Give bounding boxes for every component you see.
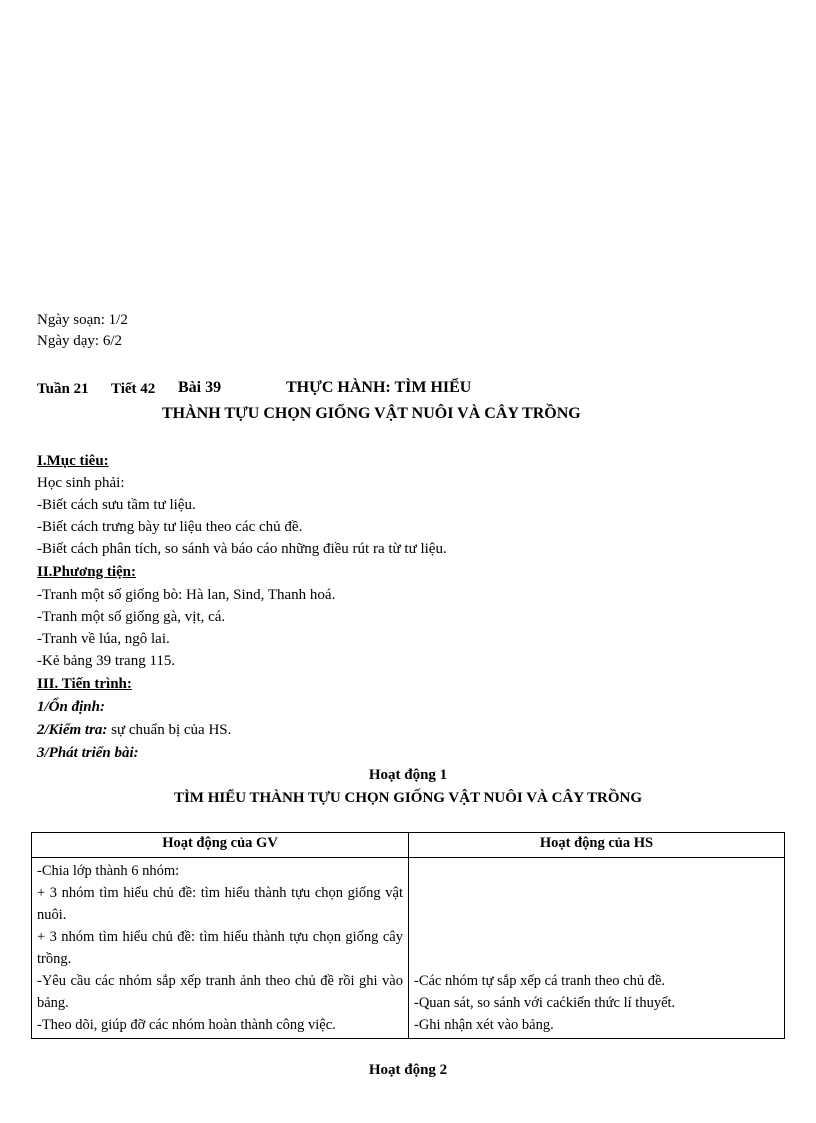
lesson-title-line1: THỰC HÀNH: TÌM HIỂU bbox=[286, 379, 472, 396]
objectives-heading-text: I.Mục tiêu: bbox=[37, 453, 109, 469]
objectives-intro: Học sinh phải: bbox=[37, 475, 125, 491]
period-label: Tiết 42 bbox=[111, 381, 156, 397]
objectives-heading bbox=[37, 453, 109, 470]
gv-line: -Chia lớp thành 6 nhóm: bbox=[37, 863, 180, 879]
hs-line: -Quan sát, so sánh với caćkiến thức lí thuyết. bbox=[414, 995, 676, 1011]
material-item-1: -Tranh một số giống bò: Hà lan, Sind, Thanh hoá. bbox=[37, 587, 336, 603]
table-header-row bbox=[32, 833, 785, 858]
table-row bbox=[32, 858, 785, 1039]
hs-line: -Các nhóm tự sắp xếp cá tranh theo chủ đề. bbox=[414, 973, 666, 989]
gv-line: + 3 nhóm tìm hiểu chủ đề: tìm hiểu thành tựu chọn giống vật nuôi. bbox=[37, 885, 403, 923]
procedure-step-2-text: sự chuẩn bị của HS. bbox=[107, 722, 232, 738]
hs-cell bbox=[409, 858, 785, 1039]
teach-date: Ngày dạy: 6/2 bbox=[37, 333, 122, 349]
procedure-step-2 bbox=[37, 722, 231, 739]
gv-line: -Theo dõi, giúp đỡ các nhóm hoàn thành công việc. bbox=[37, 1017, 336, 1033]
procedure-step-3: 3/Phát triển bài: bbox=[37, 745, 139, 761]
gv-line: + 3 nhóm tìm hiểu chủ đề: tìm hiểu thành tựu chọn giống cây trồng. bbox=[37, 929, 403, 967]
materials-heading-text: II.Phương tiện: bbox=[37, 564, 136, 580]
procedure-heading bbox=[37, 676, 132, 693]
week-label: Tuần 21 bbox=[37, 381, 89, 397]
objective-item-1: -Biết cách sưu tầm tư liệu. bbox=[37, 497, 196, 513]
gv-line: -Yêu cầu các nhóm sắp xếp tranh ảnh theo chủ đề rồi ghi vào bảng. bbox=[37, 973, 403, 1011]
procedure-step-2-label: 2/Kiểm tra: bbox=[37, 722, 108, 738]
col-hs-header: Hoạt động của HS bbox=[409, 833, 785, 858]
material-item-4: -Kẻ bảng 39 trang 115. bbox=[37, 653, 176, 669]
lesson-label: Bài 39 bbox=[178, 379, 222, 396]
objective-item-2: -Biết cách trưng bày tư liệu theo các chủ đề. bbox=[37, 519, 303, 535]
hs-line: -Ghi nhận xét vào bảng. bbox=[414, 1017, 554, 1033]
procedure-step-1: 1/Ổn định: bbox=[37, 699, 105, 715]
col-gv-header: Hoạt động của GV bbox=[32, 833, 409, 858]
material-item-3: -Tranh về lúa, ngô lai. bbox=[37, 631, 170, 647]
activity1-heading: Hoạt động 1 bbox=[368, 767, 448, 783]
activity2-heading: Hoạt động 2 bbox=[368, 1062, 448, 1078]
hs-spacer bbox=[414, 860, 779, 970]
procedure-heading-text: III. Tiến trình: bbox=[37, 676, 132, 692]
objective-item-3: -Biết cách phân tích, so sánh và báo cáo những điều rút ra từ tư liệu. bbox=[37, 541, 447, 557]
activity-table bbox=[31, 832, 785, 1039]
prep-date: Ngày soạn: 1/2 bbox=[37, 312, 128, 328]
material-item-2: -Tranh một số giống gà, vịt, cá. bbox=[37, 609, 226, 625]
materials-heading bbox=[37, 564, 136, 581]
lesson-title-line2: THÀNH TỰU CHỌN GIỐNG VẬT NUÔI VÀ CÂY TRỒNG bbox=[162, 405, 581, 422]
activity1-subtitle: TÌM HIỂU THÀNH TỰU CHỌN GIỐNG VẬT NUÔI VÀ CÂY TRỒNG bbox=[173, 790, 643, 806]
gv-cell bbox=[32, 858, 409, 1039]
